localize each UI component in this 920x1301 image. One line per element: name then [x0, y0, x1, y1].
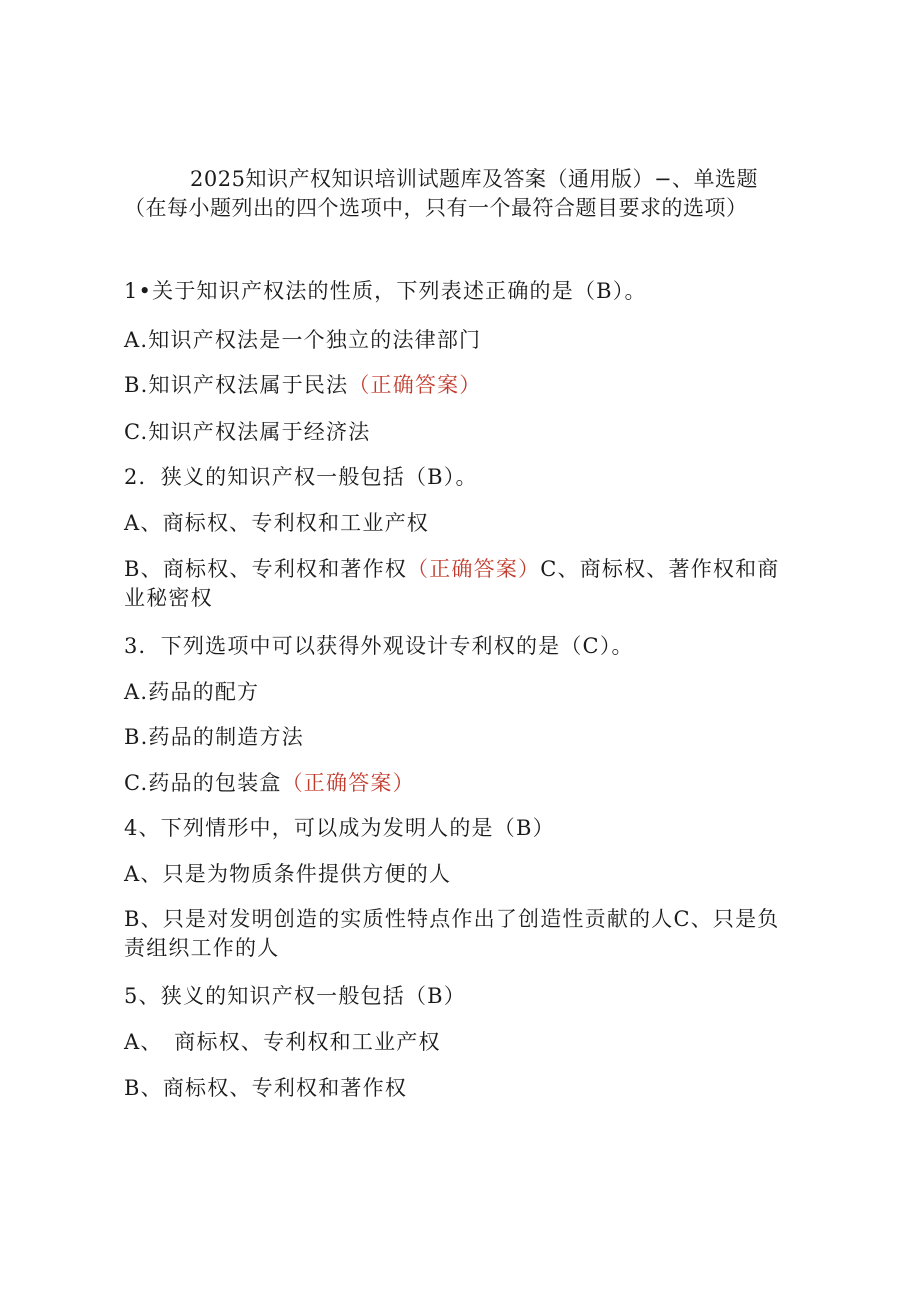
question-3-option-a: A.药品的配方 [124, 680, 260, 704]
correct-answer-mark: （正确答案） [281, 771, 415, 795]
question-2-option-a: A、商标权、专利权和工业产权 [124, 511, 429, 535]
question-3-option-b: B.药品的制造方法 [124, 725, 304, 749]
option-text: C、商标权、著作权和商业秘密权 [124, 557, 780, 610]
question-1-option-a: A.知识产权法是一个独立的法律部门 [124, 328, 482, 352]
correct-answer-mark: （正确答案） [407, 557, 541, 581]
option-text: C、只是负责组织工作的人 [124, 907, 780, 960]
option-text: C.药品的包装盒 [124, 771, 282, 795]
option-text: B、只是对发明创造的实质性特点作出了创造性贡献的人 [124, 907, 674, 931]
correct-answer-mark: （正确答案） [348, 373, 482, 397]
question-3-option-c [124, 769, 788, 798]
question-5-stem: 5、狭义的知识产权一般包括（B） [124, 984, 466, 1008]
question-1-stem: 1•关于知识产权法的性质，下列表述正确的是（B）。 [124, 279, 647, 303]
question-1-option-c: C.知识产权法属于经济法 [124, 420, 371, 444]
question-4-option-a: A、只是为物质条件提供方便的人 [124, 862, 452, 886]
question-2-stem: 2．狭义的知识产权一般包括（B）。 [124, 465, 478, 489]
option-text: B.知识产权法属于民法 [124, 373, 349, 397]
question-4-stem: 4、下列情形中，可以成为发明人的是（B） [124, 816, 555, 840]
document-title: 2025知识产权知识培训试题库及答案（通用版）−、单选题（在每小题列出的四个选项中，只有一个最符合题目要求的选项） [124, 167, 759, 220]
question-5-option-b: B、商标权、专利权和著作权 [124, 1076, 408, 1100]
question-3-stem: 3．下列选项中可以获得外观设计专利权的是（C）。 [124, 634, 634, 658]
question-2-options-b-c [124, 555, 788, 613]
question-5-option-a: A、 商标权、专利权和工业产权 [124, 1030, 441, 1054]
option-text: B、商标权、专利权和著作权 [124, 557, 408, 581]
question-1-option-b [124, 371, 788, 400]
question-4-options-b-c [124, 905, 788, 963]
